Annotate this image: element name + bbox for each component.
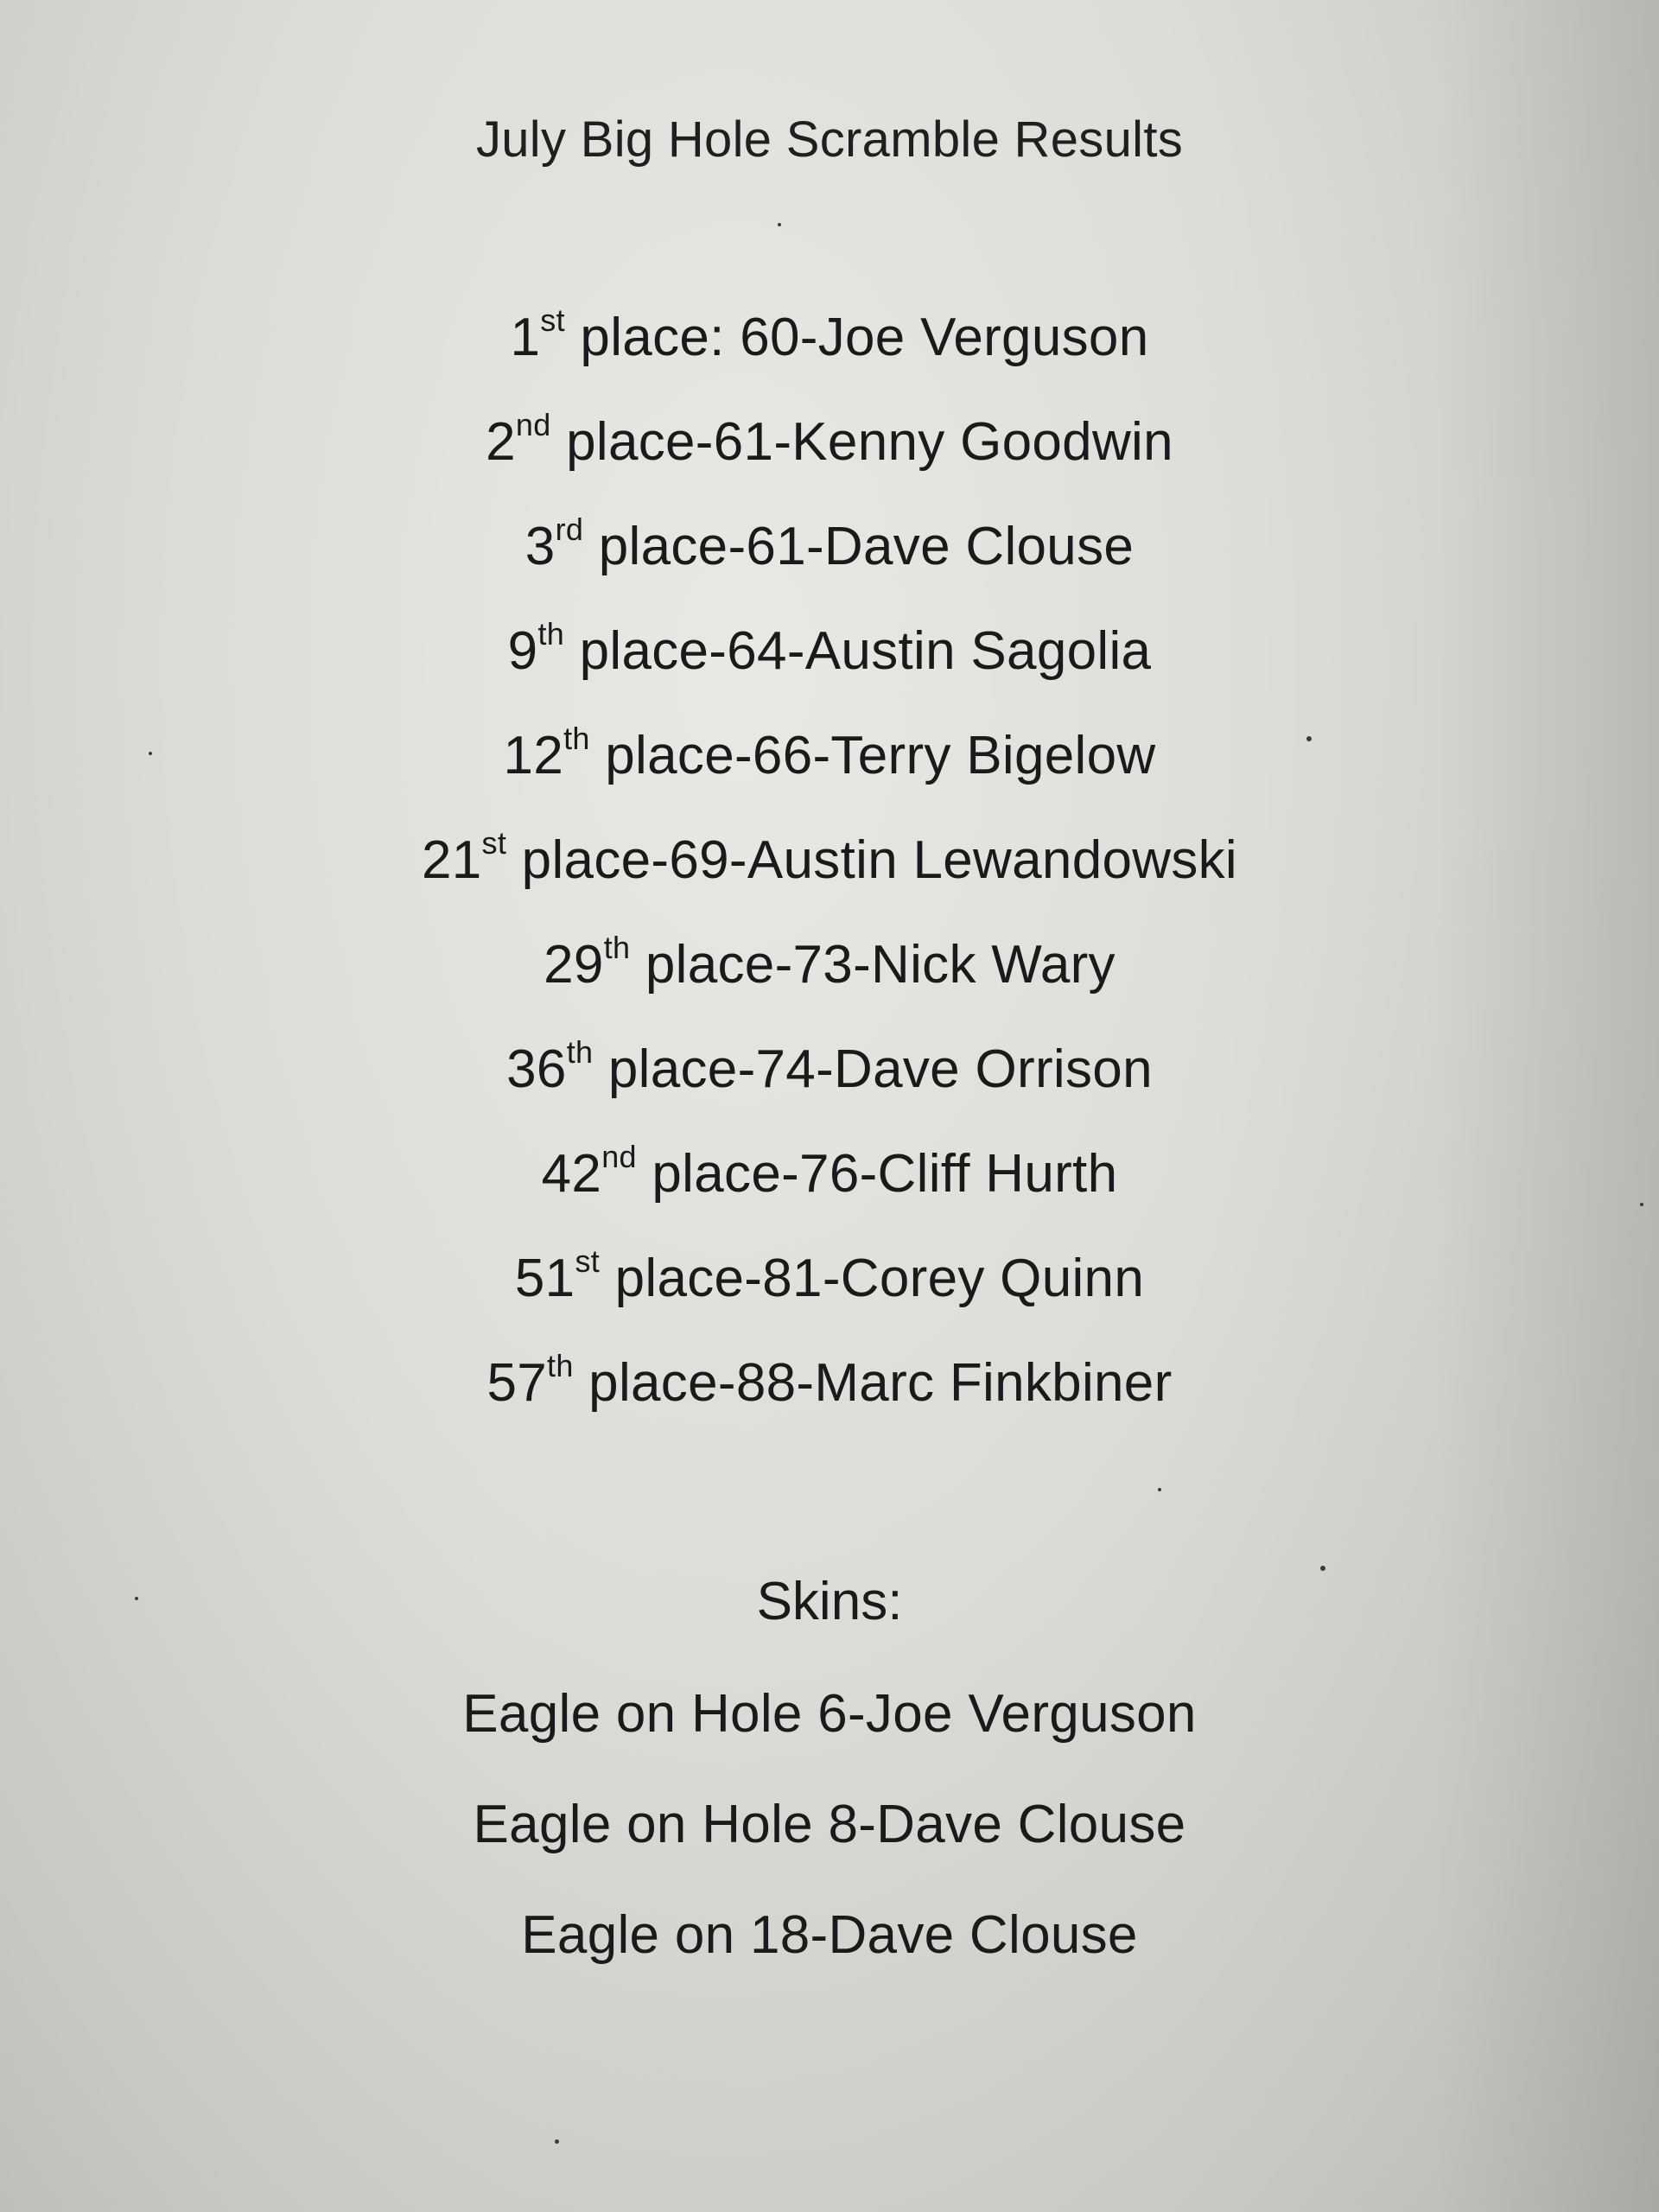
ordinal-number: 29 bbox=[543, 935, 604, 995]
result-text: place-61-Dave Clouse bbox=[583, 517, 1135, 576]
ordinal-suffix: st bbox=[481, 825, 507, 861]
result-line-1st bbox=[0, 304, 1659, 409]
ordinal-number: 57 bbox=[486, 1353, 548, 1413]
result-line-9th bbox=[0, 618, 1659, 722]
skin-line: Eagle on Hole 8-Dave Clouse bbox=[473, 1795, 1186, 1854]
skins-heading: Skins: bbox=[756, 1572, 903, 1631]
result-line-36th bbox=[0, 1036, 1659, 1141]
result-text: place-61-Kenny Goodwin bbox=[550, 412, 1173, 472]
result-text: place-73-Nick Wary bbox=[630, 935, 1116, 995]
ordinal-number: 21 bbox=[421, 830, 482, 890]
ordinal-suffix: st bbox=[575, 1243, 601, 1279]
result-line-2nd bbox=[0, 409, 1659, 513]
ordinal-number: 9 bbox=[507, 621, 538, 681]
ordinal-number: 12 bbox=[503, 726, 564, 785]
paper-speck bbox=[1158, 1488, 1161, 1491]
result-text: place-69-Austin Lewandowski bbox=[506, 830, 1238, 890]
result-line-12th bbox=[0, 722, 1659, 827]
ordinal-suffix: th bbox=[603, 930, 631, 965]
ordinal-number: 3 bbox=[524, 517, 556, 576]
results-list bbox=[0, 304, 1659, 1454]
result-line-3rd bbox=[0, 513, 1659, 618]
ordinal-number: 51 bbox=[514, 1249, 575, 1308]
result-text: place-64-Austin Sagolia bbox=[564, 621, 1152, 681]
result-line-51st bbox=[0, 1245, 1659, 1350]
paper-speck bbox=[778, 223, 781, 226]
result-text: place-74-Dave Orrison bbox=[593, 1039, 1153, 1099]
page-title: July Big Hole Scramble Results bbox=[475, 111, 1184, 168]
result-line-21st bbox=[0, 827, 1659, 931]
skin-line: Eagle on Hole 6-Joe Verguson bbox=[462, 1684, 1197, 1744]
result-text: place-81-Corey Quinn bbox=[600, 1249, 1145, 1308]
ordinal-suffix: st bbox=[540, 302, 565, 338]
ordinal-suffix: th bbox=[563, 721, 590, 756]
result-line-29th bbox=[0, 931, 1659, 1036]
ordinal-suffix: th bbox=[547, 1348, 574, 1383]
skins-list bbox=[0, 1681, 1659, 2012]
ordinal-number: 36 bbox=[506, 1039, 567, 1099]
result-line-42nd bbox=[0, 1141, 1659, 1245]
ordinal-suffix: nd bbox=[515, 407, 551, 442]
ordinal-suffix: rd bbox=[555, 512, 584, 547]
ordinal-suffix: th bbox=[566, 1034, 594, 1070]
result-text: place: 60-Joe Verguson bbox=[564, 308, 1149, 367]
ordinal-suffix: nd bbox=[601, 1139, 637, 1174]
ordinal-suffix: th bbox=[537, 616, 565, 652]
ordinal-number: 1 bbox=[510, 308, 541, 367]
paper-speck bbox=[555, 2139, 559, 2144]
result-line-57th bbox=[0, 1350, 1659, 1454]
ordinal-number: 2 bbox=[486, 412, 516, 472]
skin-line: Eagle on 18-Dave Clouse bbox=[521, 1905, 1138, 1965]
result-text: place-88-Marc Finkbiner bbox=[573, 1353, 1173, 1413]
result-text: place-66-Terry Bigelow bbox=[589, 726, 1156, 785]
result-text: place-76-Cliff Hurth bbox=[636, 1144, 1118, 1204]
ordinal-number: 42 bbox=[541, 1144, 602, 1204]
